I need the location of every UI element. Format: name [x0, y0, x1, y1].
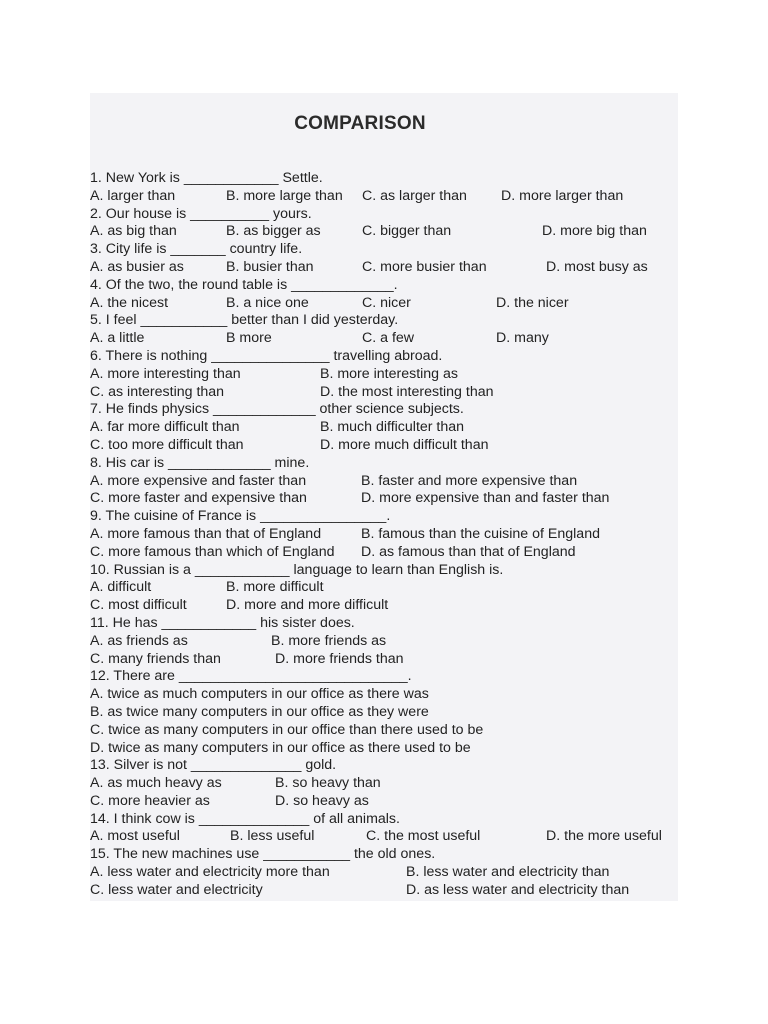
option-d: D. the more useful [546, 828, 662, 845]
option-c: C. most difficult [90, 597, 187, 614]
answer-row [90, 330, 678, 348]
option-a: A. as much heavy as [90, 775, 222, 792]
option-c: C. more famous than which of England [90, 543, 335, 560]
option-d: D. twice as many computers in our office as there used to be [90, 739, 471, 756]
question-text: 8. His car is _____________ mine. [90, 454, 310, 471]
option-d: D. so heavy as [275, 792, 369, 809]
answer-row [90, 188, 678, 206]
option-b: B. faster and more expensive than [361, 472, 578, 489]
option-c: C. a few [362, 330, 415, 347]
option-a: A. more interesting than [90, 365, 241, 382]
answer-row [90, 490, 678, 508]
option-a: A. twice as much computers in our office as there was [90, 686, 429, 703]
question-text: 11. He has ____________ his sister does. [90, 614, 355, 631]
question-stem [90, 401, 678, 419]
option-b: B. busier than [226, 258, 314, 275]
option-a: A. the nicest [90, 294, 169, 311]
answer-row [90, 597, 678, 615]
question-text: 1. New York is ____________ Settle. [90, 170, 323, 186]
option-c: C. the most useful [366, 828, 481, 845]
question-text: 12. There are _____________________________. [90, 668, 412, 685]
question-text: 5. I feel ___________ better than I did yesterday. [90, 312, 399, 329]
option-b: B. a nice one [226, 294, 309, 311]
answer-row [90, 579, 678, 597]
question-stem [90, 562, 678, 580]
option-a: A. less water and electricity more than [90, 864, 330, 881]
option-a: A. larger than [90, 187, 176, 204]
question-text: 7. He finds physics _____________ other science subjects. [90, 401, 464, 418]
option-d: D. the nicer [496, 294, 569, 311]
answer-row [90, 223, 678, 241]
answer-row [90, 473, 678, 491]
option-b: B. famous than the cuisine of England [361, 525, 600, 542]
answer-row [90, 651, 678, 669]
option-d: D. the most interesting than [320, 383, 494, 400]
question-text: 13. Silver is not ______________ gold. [90, 757, 337, 774]
option-c: C. as interesting than [90, 383, 225, 400]
question-text: 14. I think cow is ______________ of all animals. [90, 810, 400, 827]
answer-row [90, 526, 678, 544]
answer-row [90, 384, 678, 402]
answer-row [90, 740, 678, 758]
option-d: D. more much difficult than [320, 436, 489, 453]
answer-row [90, 686, 678, 704]
option-c: C. bigger than [362, 223, 452, 240]
option-d: D. most busy as [546, 258, 648, 275]
option-c: C. too more difficult than [90, 436, 244, 453]
answer-row [90, 793, 678, 811]
option-b: B. less water and electricity than [406, 864, 610, 881]
option-b: B. more friends as [271, 632, 387, 649]
question-text: 6. There is nothing _______________ travelling abroad. [90, 347, 443, 364]
option-a: A. a little [90, 330, 145, 347]
question-list [90, 170, 678, 900]
answer-row [90, 704, 678, 722]
option-a: A. far more difficult than [90, 419, 240, 436]
question-stem [90, 757, 678, 775]
option-d: D. more friends than [275, 650, 404, 667]
question-stem [90, 312, 678, 330]
question-stem [90, 846, 678, 864]
answer-row [90, 544, 678, 562]
question-text: 10. Russian is a ____________ language to learn than English is. [90, 561, 504, 578]
option-c: C. more heavier as [90, 792, 210, 809]
option-b: B. as bigger as [226, 223, 321, 240]
answer-row [90, 775, 678, 793]
question-text: 15. The new machines use ___________ the old ones. [90, 846, 436, 863]
option-c: C. less water and electricity [90, 881, 263, 898]
option-b: B. as twice many computers in our office as they were [90, 703, 429, 720]
question-stem [90, 455, 678, 473]
answer-row [90, 828, 678, 846]
option-a: A. more famous than that of England [90, 525, 322, 542]
option-b: B. more large than [226, 187, 343, 204]
answer-row [90, 259, 678, 277]
option-d: D. more larger than [501, 187, 624, 204]
question-text: 2. Our house is __________ yours. [90, 205, 312, 222]
option-c: C. more busier than [362, 258, 487, 275]
question-stem [90, 206, 678, 224]
option-b: B. less useful [230, 828, 315, 845]
option-b: B. much difficulter than [320, 419, 465, 436]
worksheet-page [90, 93, 678, 901]
answer-row [90, 633, 678, 651]
answer-row [90, 366, 678, 384]
question-stem [90, 241, 678, 259]
option-b: B more [226, 330, 272, 347]
question-stem [90, 615, 678, 633]
option-c: C. as larger than [362, 187, 467, 204]
question-stem [90, 277, 678, 295]
question-text: 4. Of the two, the round table is _____________. [90, 276, 398, 293]
option-a: A. as friends as [90, 632, 188, 649]
question-stem [90, 508, 678, 526]
answer-row [90, 419, 678, 437]
option-d: D. as famous than that of England [361, 543, 576, 560]
option-b: B. more difficult [226, 579, 324, 596]
question-stem [90, 668, 678, 686]
option-b: B. more interesting as [320, 365, 458, 382]
option-c: C. twice as many computers in our office than there used to be [90, 721, 484, 738]
question-text: 3. City life is _______ country life. [90, 241, 303, 258]
question-stem [90, 811, 678, 829]
option-a: A. as big than [90, 223, 177, 240]
answer-row [90, 882, 678, 900]
option-d: D. many [496, 330, 549, 347]
option-d: D. more big than [542, 223, 647, 240]
option-a: A. difficult [90, 579, 152, 596]
option-d: D. more expensive than and faster than [361, 490, 610, 507]
option-a: A. most useful [90, 828, 180, 845]
question-text: 9. The cuisine of France is ________________. [90, 508, 391, 525]
option-c: C. more faster and expensive than [90, 490, 307, 507]
answer-row [90, 722, 678, 740]
option-d: D. as less water and electricity than [406, 881, 630, 898]
question-stem [90, 348, 678, 366]
option-d: D. more and more difficult [226, 597, 389, 614]
answer-row [90, 295, 678, 313]
option-a: A. more expensive and faster than [90, 472, 307, 489]
answer-row [90, 437, 678, 455]
option-b: B. so heavy than [275, 775, 381, 792]
answer-row [90, 864, 678, 882]
option-c: C. many friends than [90, 650, 221, 667]
option-a: A. as busier as [90, 258, 184, 275]
question-stem [90, 170, 678, 188]
option-c: C. nicer [362, 294, 411, 311]
page-title: COMPARISON [294, 113, 426, 134]
